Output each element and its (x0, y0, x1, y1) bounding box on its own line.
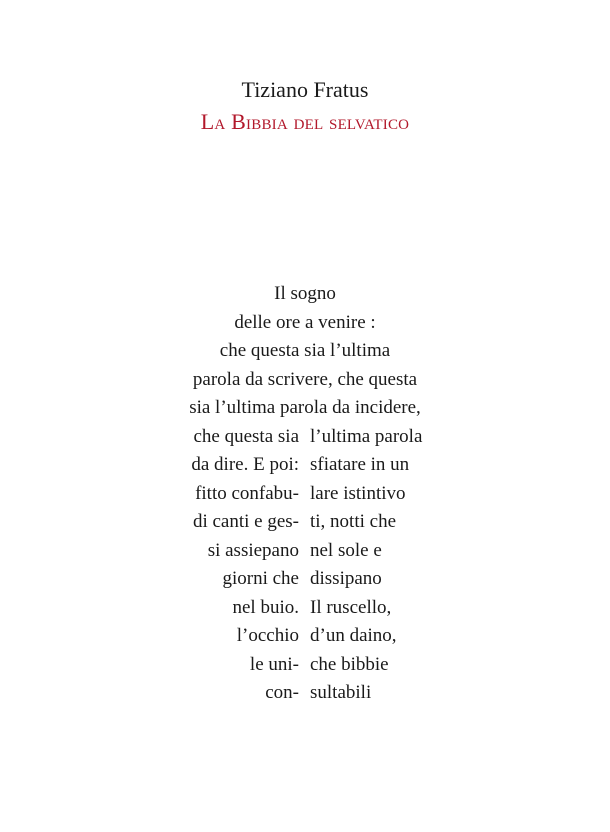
poem-line-split (0, 451, 610, 480)
poem-line-left: da dire. E poi: (191, 454, 299, 475)
poem-line-right: sultabili (310, 682, 372, 703)
author-name: Tiziano Fratus (241, 77, 369, 102)
poem-line-left: di canti e ges- (192, 511, 299, 532)
poem-line-right: l’ultima parola (310, 425, 423, 447)
poem-line-right: sfiatare in un (310, 454, 410, 475)
poem-line-split (0, 508, 610, 537)
poem-line-left: che questa sia (193, 425, 299, 447)
poem-line-split (0, 480, 610, 509)
poem-line-right: dissipano (310, 568, 382, 589)
poem-line-split (0, 537, 610, 566)
poem-line: che questa sia l’ultima (219, 340, 391, 361)
poem-line: parola da scrivere, che questa (192, 368, 418, 390)
poem-line: sia l’ultima parola da incidere, (189, 397, 421, 418)
poem-line: delle ore a venire : (234, 311, 376, 333)
poem-line-split (0, 622, 610, 651)
poem-line: Il sogno (274, 283, 336, 304)
poem-line-left: fitto confabu- (195, 482, 299, 504)
poem-line-right: nel sole e (310, 539, 382, 561)
poem-line-right: lare istintivo (310, 482, 406, 504)
poem-line-left: con- (265, 682, 299, 703)
poem-line-split (0, 565, 610, 594)
poem-line-left: giorni che (222, 568, 299, 589)
poem-line-split (0, 594, 610, 623)
poem-line-split (0, 679, 610, 708)
poem-line-left: l’occhio (236, 625, 299, 646)
poem-line-right: Il ruscello, (310, 596, 392, 618)
poem-line-split (0, 651, 610, 680)
poem-line-right: ti, notti che (310, 511, 397, 532)
poem-line-left: nel buio. (232, 596, 299, 618)
poem-line-split (0, 423, 610, 452)
poem-line-right: d’un daino, (310, 625, 397, 646)
poem-line-left: le uni- (249, 653, 299, 675)
book-title: La Bibbia del selvatico (200, 109, 410, 134)
poem (0, 280, 610, 708)
poem-line-left: si assiepano (207, 539, 299, 561)
poem-line-right: che bibbie (310, 653, 389, 675)
